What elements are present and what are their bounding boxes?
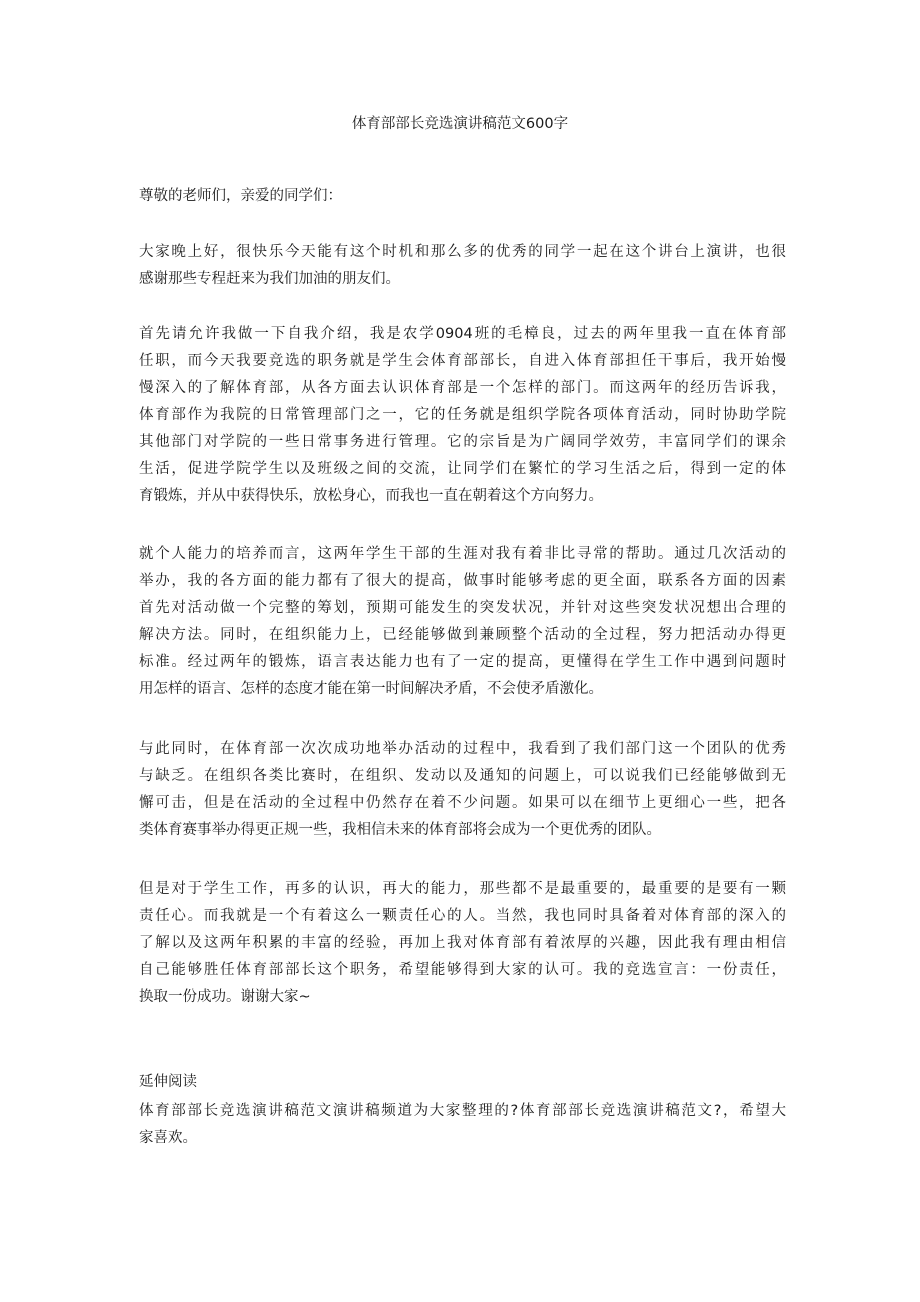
- text-line: 举办，我的各方面的能力都有了很大的提高，做事时能够考虑的更全面，联系各方面的因素: [139, 573, 786, 589]
- text-line: 标准。经过两年的锻炼，语言表达能力也有了一定的提高，更懂得在学生工作中遇到问题时: [139, 654, 786, 670]
- text-line: 懈可击，但是在活动的全过程中仍然存在着不少问题。如果可以在细节上更细心一些，把各: [139, 795, 786, 811]
- text-line: 与此同时，在体育部一次次成功地举办活动的过程中，我看到了我们部门这一个团队的优秀: [139, 741, 786, 757]
- extended-reading-heading: 延伸阅读: [139, 1074, 197, 1090]
- text-line: 了解以及这两年积累的丰富的经验，再加上我对体育部有着浓厚的兴趣，因此我有理由相信: [139, 935, 786, 951]
- text-line: 自己能够胜任体育部部长这个职务，希望能够得到大家的认可。我的竞选宣言：一份责任，: [139, 962, 786, 978]
- paragraph: [139, 876, 786, 1011]
- extended-reading-body: [139, 1098, 786, 1152]
- text-line: 换取一份成功。谢谢大家~: [139, 989, 311, 1005]
- text-line: 解决方法。同时，在组织能力上，已经能够做到兼顾整个活动的全过程，努力把活动办得更: [139, 627, 786, 643]
- document-title: 体育部部长竞选演讲稿范文600字: [351, 116, 569, 132]
- paragraph: [139, 541, 786, 703]
- text-line: 育锻炼，并从中获得快乐，放松身心，而我也一直在朝着这个方向努力。: [139, 488, 603, 504]
- text-line: 就个人能力的培养而言，这两年学生干部的生涯对我有着非比寻常的帮助。通过几次活动的: [139, 546, 786, 562]
- text-line: 责任心。而我就是一个有着这么一颗责任心的人。当然，我也同时具备着对体育部的深入的: [139, 908, 786, 924]
- paragraph: [139, 239, 786, 293]
- text-line: 首先对活动做一个完整的筹划，预期可能发生的突发状况，并针对这些突发状况想出合理的: [139, 600, 786, 616]
- salutation: 尊敬的老师们，亲爱的同学们：: [139, 188, 342, 204]
- text-line: 类体育赛事举办得更正规一些，我相信未来的体育部将会成为一个更优秀的团队。: [139, 822, 661, 838]
- paragraph: [139, 736, 786, 844]
- text-line: 感谢那些专程赶来为我们加油的朋友们。: [139, 271, 400, 287]
- text-line: 其他部门对学院的一些日常事务进行管理。它的宗旨是为广阔同学效劳，丰富同学们的课余: [139, 434, 786, 450]
- text-line: 大家晚上好，很快乐今天能有这个时机和那么多的优秀的同学一起在这个讲台上演讲，也很: [139, 244, 786, 260]
- text-line: 用怎样的语言、怎样的态度才能在第一时间解决矛盾，不会使矛盾激化。: [139, 681, 603, 697]
- text-line: 生活，促进学院学生以及班级之间的交流，让同学们在繁忙的学习生活之后，得到一定的体: [139, 461, 786, 477]
- text-line: 慢深入的了解体育部，从各方面去认识体育部是一个怎样的部门。而这两年的经历告诉我，: [139, 380, 786, 396]
- text-line: 任职，而今天我要竞选的职务就是学生会体育部部长，自进入体育部担任干事后，我开始慢: [139, 353, 786, 369]
- text-line: 体育部部长竞选演讲稿范文演讲稿频道为大家整理的?体育部部长竞选演讲稿范文?，希望大: [139, 1103, 786, 1119]
- text-line: 首先请允许我做一下自我介绍，我是农学0904班的毛樟良，过去的两年里我一直在体育部: [139, 326, 786, 342]
- text-line: 与缺乏。在组织各类比赛时，在组织、发动以及通知的问题上，可以说我们已经能够做到无: [139, 768, 786, 784]
- text-line: 但是对于学生工作，再多的认识，再大的能力，那些都不是最重要的，最重要的是要有一颗: [139, 881, 786, 897]
- text-line: 体育部作为我院的日常管理部门之一，它的任务就是组织学院各项体育活动，同时协助学院: [139, 407, 786, 423]
- text-line: 家喜欢。: [139, 1130, 197, 1146]
- paragraph: [139, 321, 786, 510]
